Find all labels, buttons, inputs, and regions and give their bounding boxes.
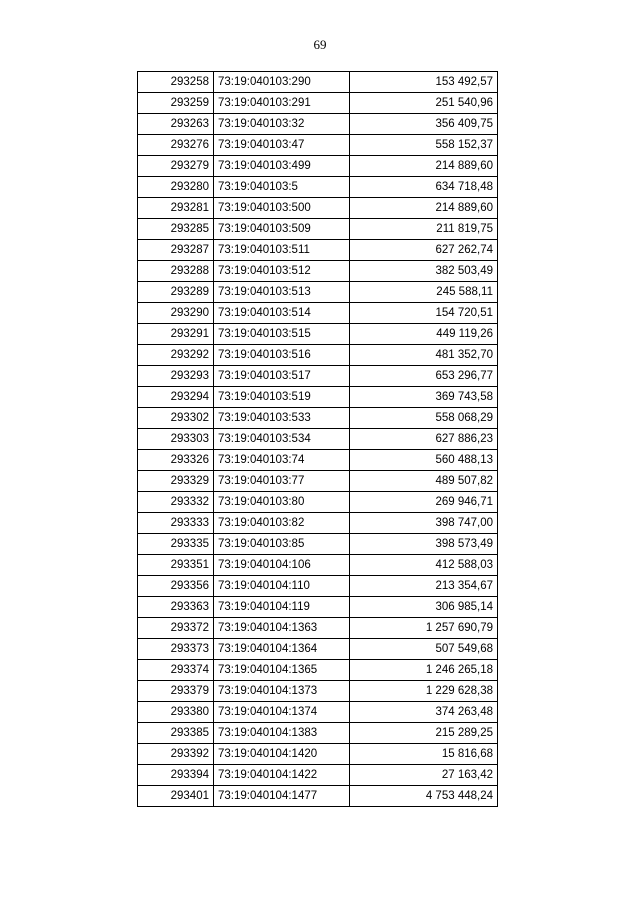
cadastral-number-cell: 73:19:040103:500 — [214, 198, 350, 219]
row-id-cell: 293380 — [138, 702, 214, 723]
table-row — [138, 765, 498, 786]
cadastral-number-cell: 73:19:040103:515 — [214, 324, 350, 345]
cadastral-number-cell: 73:19:040104:1422 — [214, 765, 350, 786]
value-cell: 558 068,29 — [350, 408, 498, 429]
value-cell: 27 163,42 — [350, 765, 498, 786]
cadastral-number-cell: 73:19:040103:509 — [214, 219, 350, 240]
table-row — [138, 387, 498, 408]
table-row — [138, 345, 498, 366]
table-row — [138, 702, 498, 723]
value-cell: 634 718,48 — [350, 177, 498, 198]
row-id-cell: 293276 — [138, 135, 214, 156]
row-id-cell: 293372 — [138, 618, 214, 639]
value-cell: 369 743,58 — [350, 387, 498, 408]
page-number: 69 — [313, 37, 327, 52]
row-id-cell: 293279 — [138, 156, 214, 177]
row-id-cell: 293289 — [138, 282, 214, 303]
row-id-cell: 293291 — [138, 324, 214, 345]
table-row — [138, 618, 498, 639]
row-id-cell: 293356 — [138, 576, 214, 597]
cadastral-number-cell: 73:19:040103:511 — [214, 240, 350, 261]
table-row — [138, 534, 498, 555]
table-body — [138, 72, 498, 807]
cadastral-number-cell: 73:19:040103:514 — [214, 303, 350, 324]
row-id-cell: 293329 — [138, 471, 214, 492]
cadastral-number-cell: 73:19:040103:533 — [214, 408, 350, 429]
row-id-cell: 293332 — [138, 492, 214, 513]
row-id-cell: 293401 — [138, 786, 214, 807]
cadastral-number-cell: 73:19:040104:1374 — [214, 702, 350, 723]
row-id-cell: 293258 — [138, 72, 214, 93]
cadastral-number-cell: 73:19:040104:106 — [214, 555, 350, 576]
row-id-cell: 293392 — [138, 744, 214, 765]
row-id-cell: 293287 — [138, 240, 214, 261]
cadastral-number-cell: 73:19:040103:5 — [214, 177, 350, 198]
table-row — [138, 177, 498, 198]
value-cell: 245 588,11 — [350, 282, 498, 303]
row-id-cell: 293379 — [138, 681, 214, 702]
cadastral-number-cell: 73:19:040104:1383 — [214, 723, 350, 744]
cadastral-number-cell: 73:19:040104:1420 — [214, 744, 350, 765]
value-cell: 489 507,82 — [350, 471, 498, 492]
table-row — [138, 303, 498, 324]
table-row — [138, 639, 498, 660]
value-cell: 153 492,57 — [350, 72, 498, 93]
cadastral-number-cell: 73:19:040104:110 — [214, 576, 350, 597]
cadastral-number-cell: 73:19:040103:85 — [214, 534, 350, 555]
row-id-cell: 293292 — [138, 345, 214, 366]
value-cell: 374 263,48 — [350, 702, 498, 723]
table-row — [138, 450, 498, 471]
cadastral-number-cell: 73:19:040103:80 — [214, 492, 350, 513]
row-id-cell: 293290 — [138, 303, 214, 324]
value-cell: 398 747,00 — [350, 513, 498, 534]
cadastral-number-cell: 73:19:040103:32 — [214, 114, 350, 135]
row-id-cell: 293373 — [138, 639, 214, 660]
row-id-cell: 293259 — [138, 93, 214, 114]
row-id-cell: 293288 — [138, 261, 214, 282]
row-id-cell: 293303 — [138, 429, 214, 450]
table-row — [138, 492, 498, 513]
value-cell: 627 886,23 — [350, 429, 498, 450]
row-id-cell: 293294 — [138, 387, 214, 408]
value-cell: 214 889,60 — [350, 156, 498, 177]
table-row — [138, 282, 498, 303]
table-row — [138, 114, 498, 135]
table-row — [138, 135, 498, 156]
row-id-cell: 293263 — [138, 114, 214, 135]
cadastral-number-cell: 73:19:040104:1477 — [214, 786, 350, 807]
table-row — [138, 555, 498, 576]
table-row — [138, 681, 498, 702]
value-cell: 214 889,60 — [350, 198, 498, 219]
row-id-cell: 293293 — [138, 366, 214, 387]
row-id-cell: 293385 — [138, 723, 214, 744]
value-cell: 306 985,14 — [350, 597, 498, 618]
cadastral-number-cell: 73:19:040103:513 — [214, 282, 350, 303]
value-cell: 15 816,68 — [350, 744, 498, 765]
cadastral-number-cell: 73:19:040104:1365 — [214, 660, 350, 681]
cadastral-number-cell: 73:19:040103:77 — [214, 471, 350, 492]
row-id-cell: 293351 — [138, 555, 214, 576]
cadastral-number-cell: 73:19:040103:534 — [214, 429, 350, 450]
row-id-cell: 293335 — [138, 534, 214, 555]
table-row — [138, 408, 498, 429]
row-id-cell: 293374 — [138, 660, 214, 681]
value-cell: 627 262,74 — [350, 240, 498, 261]
value-cell: 412 588,03 — [350, 555, 498, 576]
table-row — [138, 93, 498, 114]
table-row — [138, 198, 498, 219]
row-id-cell: 293280 — [138, 177, 214, 198]
cadastral-number-cell: 73:19:040103:517 — [214, 366, 350, 387]
cadastral-number-cell: 73:19:040103:290 — [214, 72, 350, 93]
row-id-cell: 293285 — [138, 219, 214, 240]
cadastral-number-cell: 73:19:040103:512 — [214, 261, 350, 282]
value-cell: 269 946,71 — [350, 492, 498, 513]
cadastral-number-cell: 73:19:040104:119 — [214, 597, 350, 618]
value-cell: 1 229 628,38 — [350, 681, 498, 702]
value-cell: 558 152,37 — [350, 135, 498, 156]
table-row — [138, 723, 498, 744]
cadastral-number-cell: 73:19:040103:74 — [214, 450, 350, 471]
value-cell: 507 549,68 — [350, 639, 498, 660]
value-cell: 251 540,96 — [350, 93, 498, 114]
row-id-cell: 293394 — [138, 765, 214, 786]
cadastral-number-cell: 73:19:040103:291 — [214, 93, 350, 114]
table-row — [138, 429, 498, 450]
row-id-cell: 293302 — [138, 408, 214, 429]
cadastral-number-cell: 73:19:040103:519 — [214, 387, 350, 408]
row-id-cell: 293333 — [138, 513, 214, 534]
table-row — [138, 576, 498, 597]
value-cell: 560 488,13 — [350, 450, 498, 471]
row-id-cell: 293363 — [138, 597, 214, 618]
table-row — [138, 597, 498, 618]
value-cell: 356 409,75 — [350, 114, 498, 135]
table-row — [138, 786, 498, 807]
table-row — [138, 219, 498, 240]
row-id-cell: 293326 — [138, 450, 214, 471]
table-row — [138, 156, 498, 177]
table-row — [138, 72, 498, 93]
cadastral-value-table — [137, 71, 498, 807]
table-row — [138, 471, 498, 492]
table-row — [138, 660, 498, 681]
table-row — [138, 240, 498, 261]
value-cell: 653 296,77 — [350, 366, 498, 387]
cadastral-number-cell: 73:19:040104:1373 — [214, 681, 350, 702]
value-cell: 4 753 448,24 — [350, 786, 498, 807]
value-cell: 154 720,51 — [350, 303, 498, 324]
value-cell: 213 354,67 — [350, 576, 498, 597]
table-row — [138, 744, 498, 765]
value-cell: 398 573,49 — [350, 534, 498, 555]
value-cell: 382 503,49 — [350, 261, 498, 282]
value-cell: 211 819,75 — [350, 219, 498, 240]
cadastral-number-cell: 73:19:040103:82 — [214, 513, 350, 534]
value-cell: 481 352,70 — [350, 345, 498, 366]
cadastral-number-cell: 73:19:040103:47 — [214, 135, 350, 156]
table-row — [138, 261, 498, 282]
value-cell: 1 257 690,79 — [350, 618, 498, 639]
cadastral-number-cell: 73:19:040103:516 — [214, 345, 350, 366]
value-cell: 1 246 265,18 — [350, 660, 498, 681]
table-row — [138, 324, 498, 345]
cadastral-number-cell: 73:19:040103:499 — [214, 156, 350, 177]
cadastral-number-cell: 73:19:040104:1364 — [214, 639, 350, 660]
value-cell: 215 289,25 — [350, 723, 498, 744]
value-cell: 449 119,26 — [350, 324, 498, 345]
table-row — [138, 513, 498, 534]
cadastral-number-cell: 73:19:040104:1363 — [214, 618, 350, 639]
row-id-cell: 293281 — [138, 198, 214, 219]
table-row — [138, 366, 498, 387]
